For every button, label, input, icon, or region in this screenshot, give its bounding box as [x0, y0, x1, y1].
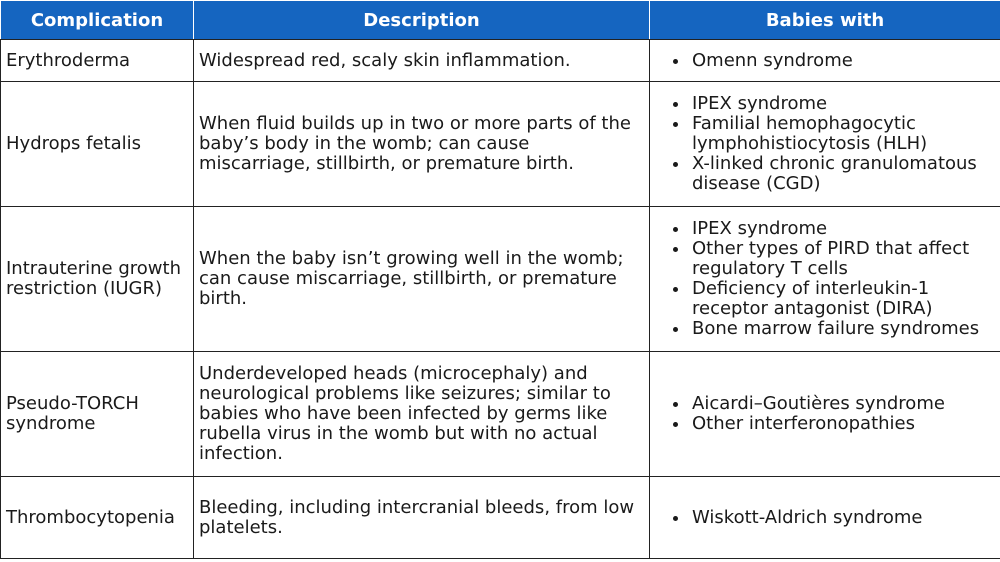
babies-with-cell	[650, 82, 1000, 207]
babies-with-cell	[650, 40, 1000, 82]
table-row	[1, 207, 1000, 352]
list-item: • Deficiency of interleukin-1 receptor antagonist (DIRA)	[690, 279, 996, 319]
list-item: • Bone marrow failure syndromes	[690, 319, 996, 339]
complication-cell: Erythroderma	[1, 40, 194, 82]
babies-with-list	[654, 394, 996, 434]
babies-with-list	[654, 219, 996, 339]
babies-with-list	[654, 51, 996, 71]
description-cell: Bleeding, including intercranial bleeds, from low platelets.	[194, 477, 650, 559]
table-row	[1, 40, 1000, 82]
babies-with-cell	[650, 207, 1000, 352]
description-cell: When the baby isn’t growing well in the womb; can cause miscarriage, stillbirth, or premature birth.	[194, 207, 650, 352]
complication-cell: Thrombocytopenia	[1, 477, 194, 559]
list-item: • Omenn syndrome	[690, 51, 996, 71]
babies-with-cell	[650, 477, 1000, 559]
list-item: • Wiskott-Aldrich syndrome	[690, 508, 996, 528]
description-cell: Widespread red, scaly skin inflammation.	[194, 40, 650, 82]
header-babies-with: Babies with	[650, 1, 1000, 40]
babies-with-cell	[650, 352, 1000, 477]
table-row	[1, 82, 1000, 207]
header-row	[1, 1, 1000, 40]
list-item: • IPEX syndrome	[690, 94, 996, 114]
complication-cell: Intrauterine growth restriction (IUGR)	[1, 207, 194, 352]
list-item: • X-linked chronic granulomatous disease (CGD)	[690, 154, 996, 194]
complication-cell: Hydrops fetalis	[1, 82, 194, 207]
list-item: • Other types of PIRD that affect regulatory T cells	[690, 239, 996, 279]
babies-with-list	[654, 508, 996, 528]
table-row	[1, 477, 1000, 559]
list-item: • Familial hemophagocytic lymphohistiocytosis (HLH)	[690, 114, 996, 154]
babies-with-list	[654, 94, 996, 194]
table-row	[1, 352, 1000, 477]
description-cell: Underdeveloped heads (microcephaly) and neurological problems like seizures; similar to babies who have been infected by germs like rubella virus in the womb but with no actual infection.	[194, 352, 650, 477]
complication-cell: Pseudo-TORCH syndrome	[1, 352, 194, 477]
list-item: • Aicardi–Goutières syndrome	[690, 394, 996, 414]
header-description: Description	[194, 1, 650, 40]
list-item: • IPEX syndrome	[690, 219, 996, 239]
list-item: • Other interferonopathies	[690, 414, 996, 434]
header-complication: Complication	[1, 1, 194, 40]
description-cell: When fluid builds up in two or more parts of the baby’s body in the womb; can cause miscarriage, stillbirth, or premature birth.	[194, 82, 650, 207]
